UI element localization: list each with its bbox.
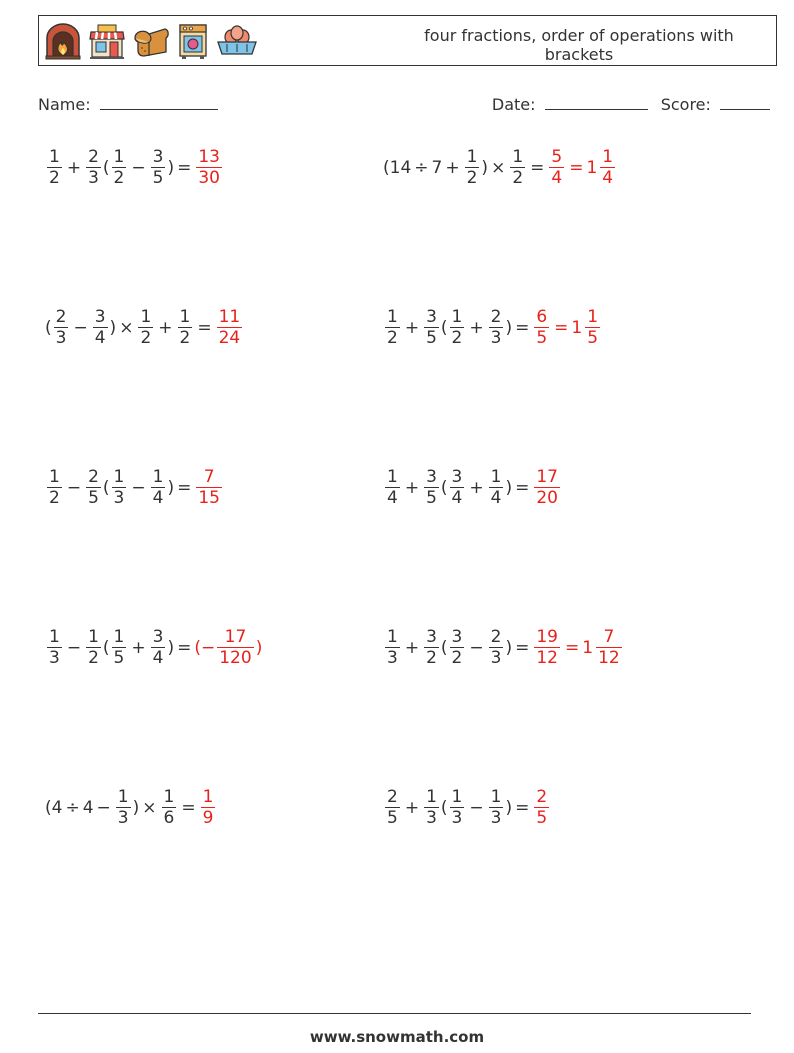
denominator: 3	[113, 488, 125, 508]
score-blank[interactable]	[720, 95, 770, 110]
numerator: 17	[224, 627, 247, 647]
score-label: Score:	[660, 95, 711, 114]
denominator: 2	[387, 328, 398, 348]
numerator: 1	[49, 627, 60, 647]
answer-fraction	[596, 627, 622, 668]
numerator: 1	[49, 147, 60, 167]
whole-number: 1	[586, 157, 598, 178]
denominator: 2	[426, 648, 437, 668]
denominator: 3	[387, 648, 398, 668]
expression-text: )	[505, 317, 513, 338]
numerator: 1	[387, 307, 398, 327]
denominator: 3	[451, 808, 463, 828]
expression-text: )	[109, 317, 117, 338]
answer-fraction	[196, 467, 222, 508]
date-score-fields	[492, 95, 770, 114]
expression-text: )	[255, 637, 263, 658]
answer-fraction	[534, 307, 549, 348]
denominator: 9	[202, 808, 214, 828]
fraction	[489, 467, 504, 508]
fraction	[385, 787, 400, 828]
denominator: 3	[88, 168, 99, 188]
operator: +	[469, 477, 484, 498]
operator: −	[131, 157, 146, 178]
denominator: 5	[536, 808, 548, 828]
fraction	[47, 627, 62, 668]
expression-text: 7	[431, 157, 443, 178]
numerator: 1	[113, 147, 125, 167]
shop-icon	[88, 22, 126, 60]
bread-icon	[132, 22, 170, 60]
oven-icon	[176, 22, 210, 60]
fraction	[112, 627, 127, 668]
operator: =	[515, 317, 530, 338]
operator: =	[530, 157, 545, 178]
fraction	[489, 307, 504, 348]
expression-text: )	[167, 637, 175, 658]
numerator: 2	[55, 307, 67, 327]
denominator: 2	[49, 168, 60, 188]
answer-fraction	[196, 147, 222, 188]
denominator: 2	[466, 168, 478, 188]
numerator: 2	[490, 627, 502, 647]
numerator: 3	[451, 467, 463, 487]
name-blank[interactable]	[100, 95, 218, 110]
fraction	[450, 627, 465, 668]
expression-text: (14	[383, 157, 412, 178]
numerator: 1	[117, 787, 129, 807]
fraction	[47, 467, 62, 508]
numerator: 19	[536, 627, 558, 647]
name-label: Name:	[38, 95, 91, 114]
denominator: 30	[198, 168, 220, 188]
operator: =	[515, 637, 530, 658]
numerator: 1	[179, 307, 191, 327]
operator: +	[158, 317, 173, 338]
numerator: 1	[426, 787, 437, 807]
answer-fraction	[201, 787, 216, 828]
fraction	[178, 307, 193, 348]
expression-text: )	[505, 637, 513, 658]
numerator: 1	[466, 147, 478, 167]
fraction	[93, 307, 108, 348]
denominator: 12	[536, 648, 558, 668]
operator: ÷	[65, 797, 80, 818]
fraction	[86, 147, 101, 188]
fraction	[450, 307, 465, 348]
numerator: 3	[426, 307, 437, 327]
header-icons	[44, 22, 258, 60]
answer-fraction	[534, 627, 560, 668]
expression-text: )	[481, 157, 489, 178]
answer-fraction	[549, 147, 564, 188]
problem-2	[383, 147, 617, 188]
fireplace-icon	[44, 22, 82, 60]
expression-text: (	[45, 317, 52, 338]
numerator: 3	[152, 147, 164, 167]
operator: =	[515, 797, 530, 818]
numerator: 17	[536, 467, 558, 487]
denominator: 5	[426, 328, 437, 348]
numerator: 1	[113, 467, 125, 487]
fraction	[138, 307, 153, 348]
numerator: 3	[426, 627, 437, 647]
operator: ×	[142, 797, 157, 818]
worksheet-title: four fractions, order of operations with brackets	[424, 26, 734, 64]
problem-9	[45, 787, 217, 828]
denominator: 4	[451, 488, 463, 508]
fraction	[510, 147, 525, 188]
operator: +	[131, 637, 146, 658]
operator: =	[515, 477, 530, 498]
fraction	[424, 307, 439, 348]
denominator: 5	[587, 328, 599, 348]
expression-text: (	[102, 157, 110, 178]
operator: =	[197, 317, 212, 338]
denominator: 2	[512, 168, 524, 188]
fraction	[86, 467, 101, 508]
operator: ×	[119, 317, 134, 338]
fraction	[112, 147, 127, 188]
problem-4	[383, 307, 602, 348]
expression-text: (	[102, 637, 110, 658]
expression-text: )	[505, 797, 513, 818]
fraction	[47, 147, 62, 188]
worksheet-header	[38, 15, 777, 66]
whole-number: 1	[582, 637, 594, 658]
date-label: Date:	[491, 95, 536, 114]
expression-text: (	[102, 477, 110, 498]
operator: =	[177, 637, 192, 658]
problem-6	[383, 467, 562, 508]
operator: ×	[491, 157, 506, 178]
denominator: 3	[490, 808, 502, 828]
numerator: 3	[152, 627, 164, 647]
answer-fraction	[534, 787, 549, 828]
fraction	[385, 627, 400, 668]
denominator: 4	[387, 488, 398, 508]
denominator: 120	[219, 648, 252, 668]
denominator: 5	[88, 488, 99, 508]
denominator: 4	[94, 328, 106, 348]
denominator: 3	[490, 328, 502, 348]
numerator: 1	[152, 467, 164, 487]
problem-1	[45, 147, 224, 188]
denominator: 5	[152, 168, 164, 188]
denominator: 2	[179, 328, 191, 348]
denominator: 3	[426, 808, 437, 828]
eggs-icon	[216, 22, 258, 60]
denominator: 3	[117, 808, 129, 828]
numerator: 7	[203, 467, 215, 487]
operator: −	[73, 317, 88, 338]
name-field[interactable]	[38, 95, 218, 114]
expression-text: (	[440, 317, 448, 338]
answer-fraction	[217, 627, 253, 668]
footer-divider	[38, 1013, 751, 1014]
fraction	[151, 147, 166, 188]
fraction	[489, 787, 504, 828]
fraction	[489, 627, 504, 668]
expression-text: (	[440, 477, 448, 498]
fraction	[424, 467, 439, 508]
expression-text: 4	[82, 797, 94, 818]
numerator: 11	[218, 307, 241, 327]
denominator: 4	[602, 168, 614, 188]
operator: =	[177, 157, 192, 178]
denominator: 5	[536, 328, 548, 348]
fraction	[385, 467, 400, 508]
numerator: 1	[140, 307, 152, 327]
problem-7	[45, 627, 262, 668]
numerator: 2	[88, 467, 99, 487]
denominator: 2	[140, 328, 152, 348]
expression-text: (−	[194, 637, 216, 658]
denominator: 4	[152, 488, 164, 508]
numerator: 1	[88, 627, 99, 647]
answer-fraction	[585, 307, 600, 348]
operator: −	[469, 637, 484, 658]
operator: =	[569, 157, 584, 178]
operator: +	[66, 157, 82, 178]
expression-text: (4	[45, 797, 63, 818]
numerator: 1	[490, 787, 502, 807]
fraction	[465, 147, 480, 188]
operator: =	[554, 317, 569, 338]
numerator: 6	[536, 307, 548, 327]
denominator: 2	[49, 488, 60, 508]
operator: −	[131, 477, 146, 498]
numerator: 1	[451, 787, 463, 807]
denominator: 2	[113, 168, 125, 188]
answer-fraction	[217, 307, 243, 348]
expression-text: )	[167, 157, 175, 178]
numerator: 1	[113, 627, 125, 647]
operator: +	[404, 477, 420, 498]
expression-text: )	[167, 477, 175, 498]
fraction	[424, 627, 439, 668]
operator: +	[445, 157, 460, 178]
operator: +	[404, 637, 420, 658]
numerator: 1	[202, 787, 214, 807]
numerator: 1	[49, 467, 60, 487]
numerator: 3	[94, 307, 106, 327]
answer-fraction	[534, 467, 560, 508]
expression-text: (	[440, 797, 448, 818]
denominator: 20	[536, 488, 558, 508]
footer-url[interactable]: www.snowmath.com	[309, 1028, 485, 1046]
fraction	[385, 307, 400, 348]
numerator: 1	[163, 787, 175, 807]
numerator: 1	[490, 467, 502, 487]
fraction	[151, 467, 166, 508]
fraction	[112, 467, 127, 508]
denominator: 12	[598, 648, 620, 668]
operator: =	[177, 477, 192, 498]
operator: −	[469, 797, 484, 818]
whole-number: 1	[571, 317, 583, 338]
numerator: 1	[587, 307, 599, 327]
fraction	[450, 787, 465, 828]
denominator: 24	[218, 328, 241, 348]
expression-text: )	[505, 477, 513, 498]
numerator: 2	[387, 787, 398, 807]
operator: =	[181, 797, 196, 818]
answer-fraction	[600, 147, 615, 188]
numerator: 1	[387, 467, 398, 487]
denominator: 3	[490, 648, 502, 668]
denominator: 5	[426, 488, 437, 508]
operator: −	[96, 797, 111, 818]
operator: +	[404, 797, 420, 818]
operator: =	[564, 637, 580, 658]
fraction	[54, 307, 69, 348]
problem-10	[383, 787, 551, 828]
numerator: 3	[451, 627, 463, 647]
denominator: 4	[490, 488, 502, 508]
numerator: 1	[451, 307, 463, 327]
fraction	[162, 787, 177, 828]
numerator: 5	[551, 147, 563, 167]
fraction	[116, 787, 131, 828]
expression-text: )	[132, 797, 140, 818]
operator: +	[404, 317, 420, 338]
numerator: 2	[88, 147, 99, 167]
denominator: 3	[49, 648, 60, 668]
date-blank[interactable]	[545, 95, 648, 110]
denominator: 4	[152, 648, 164, 668]
problem-3	[45, 307, 244, 348]
denominator: 5	[113, 648, 125, 668]
operator: +	[469, 317, 484, 338]
denominator: 4	[551, 168, 563, 188]
denominator: 6	[163, 808, 175, 828]
expression-text: (	[440, 637, 448, 658]
denominator: 3	[55, 328, 67, 348]
fraction	[151, 627, 166, 668]
numerator: 7	[603, 627, 615, 647]
numerator: 1	[512, 147, 524, 167]
denominator: 2	[451, 648, 463, 668]
numerator: 2	[490, 307, 502, 327]
operator: −	[66, 477, 82, 498]
numerator: 2	[536, 787, 548, 807]
numerator: 13	[198, 147, 220, 167]
problem-8	[383, 627, 624, 668]
numerator: 3	[426, 467, 437, 487]
fraction	[424, 787, 439, 828]
operator: −	[66, 637, 82, 658]
denominator: 15	[198, 488, 220, 508]
student-info-row	[38, 95, 770, 115]
denominator: 5	[387, 808, 398, 828]
operator: ÷	[414, 157, 429, 178]
problem-5	[45, 467, 224, 508]
denominator: 2	[451, 328, 463, 348]
fraction	[86, 627, 101, 668]
numerator: 1	[602, 147, 614, 167]
numerator: 1	[387, 627, 398, 647]
denominator: 2	[88, 648, 99, 668]
fraction	[450, 467, 465, 508]
